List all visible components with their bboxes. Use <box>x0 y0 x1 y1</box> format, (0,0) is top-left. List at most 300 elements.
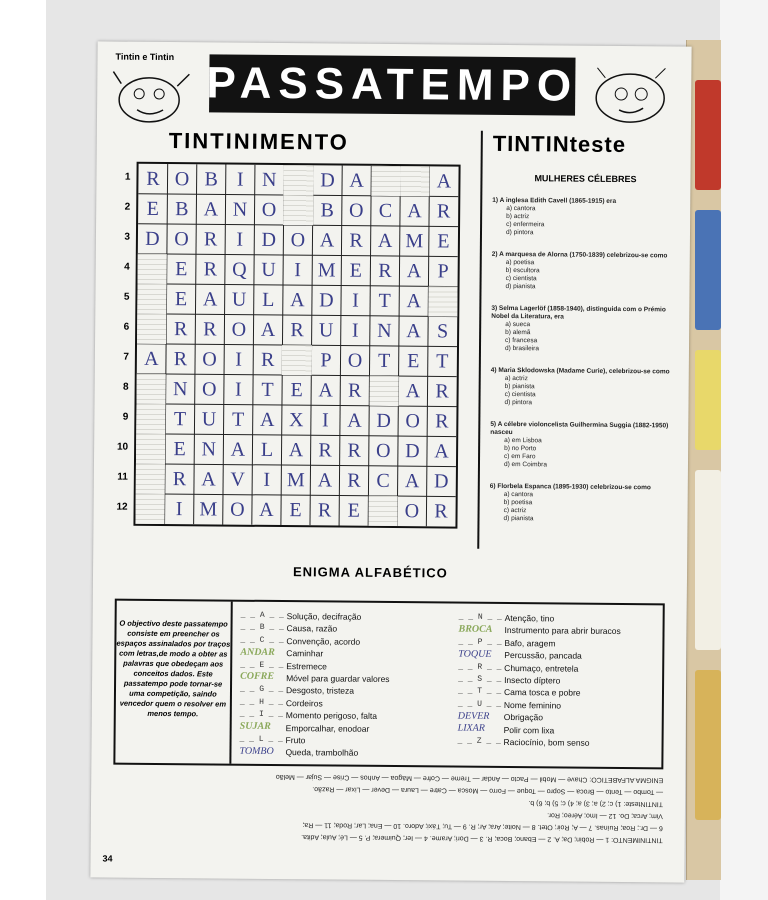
clue-text: Raciocínio, bom senso <box>503 736 590 748</box>
clue-cell <box>284 195 313 225</box>
clue-text: Polir com lixa <box>503 724 555 735</box>
clue-text: Momento perigoso, falta <box>285 710 378 722</box>
letter-cell <box>194 404 223 434</box>
handwritten-letter: D <box>405 440 420 463</box>
letter-cell <box>138 224 167 254</box>
handwritten-letter: T <box>173 408 187 431</box>
letter-cell <box>370 256 399 286</box>
handwritten-letter: E <box>290 379 303 402</box>
color-strip <box>695 470 721 650</box>
letter-cell <box>281 465 310 495</box>
handwritten-letter: T <box>231 408 245 431</box>
handwritten-letter: A <box>434 440 449 463</box>
clue-text: Obrigação <box>503 712 544 723</box>
letter-cell <box>311 375 340 405</box>
question-text: 6) Florbela Espanca (1895-1930) celebrizou-se como <box>489 482 651 492</box>
handwritten-letter: A <box>319 229 335 252</box>
letter-cell <box>282 405 311 435</box>
answer-option: c) em Faro <box>504 452 536 461</box>
handwritten-letter: I <box>236 228 244 251</box>
letter-cell <box>196 224 225 254</box>
letter-cell <box>313 165 342 195</box>
letter-cell <box>254 255 283 285</box>
quiz-questions <box>489 197 680 539</box>
letter-cell <box>224 375 253 405</box>
handwritten-letter: O <box>349 199 364 222</box>
enigma-title: ENIGMA ALFABÉTICO <box>292 564 448 581</box>
handwritten-letter: R <box>203 228 218 251</box>
answer-slot <box>240 721 286 735</box>
letter-cell <box>167 164 196 194</box>
clue-text: Percussão, pancada <box>504 650 582 661</box>
letter-cell <box>342 166 371 196</box>
handwritten-letter: T <box>436 350 449 373</box>
handwritten-letter: U <box>261 258 276 281</box>
answer-slot <box>458 648 504 662</box>
letter-cell <box>165 404 194 434</box>
blank-slot: _ _ G _ _ <box>239 685 284 695</box>
answer-option: a) poetisa <box>505 258 535 267</box>
clue-cell <box>368 496 397 526</box>
answer-option: c) enfermeira <box>506 220 545 229</box>
letter-cell <box>194 494 223 524</box>
handwritten-letter: R <box>173 318 188 341</box>
handwritten-letter: N <box>201 438 217 461</box>
clue-text: Estremece <box>286 660 327 672</box>
handwritten-letter: I <box>175 498 183 521</box>
letter-cell <box>311 405 340 435</box>
letter-cell <box>397 496 426 526</box>
letter-cell <box>137 344 166 374</box>
letter-cell <box>369 436 398 466</box>
letter-cell <box>369 346 398 376</box>
clue-cell <box>400 166 429 196</box>
handwritten-letter: C <box>378 199 393 222</box>
background-left <box>0 0 46 900</box>
letter-cell <box>282 315 311 345</box>
handwritten-letter: M <box>286 469 305 492</box>
letter-cell <box>399 346 428 376</box>
letter-cell <box>398 406 427 436</box>
handwritten-letter: O <box>290 229 306 252</box>
answer-slot <box>458 623 504 637</box>
letter-cell <box>254 225 283 255</box>
answer-option: d) pintora <box>505 228 534 237</box>
letter-cell <box>226 165 255 195</box>
blank-slot: _ _ H _ _ <box>239 697 284 707</box>
letter-cell <box>399 316 428 346</box>
handwritten-letter: O <box>230 498 245 521</box>
handwritten-answer: BROCA <box>458 623 493 635</box>
letter-cell <box>138 194 167 224</box>
blank-slot: _ _ U _ _ <box>457 699 502 709</box>
answer-option: a) cantora <box>506 204 536 213</box>
handwritten-letter: A <box>377 229 393 253</box>
row-number: 8 <box>123 381 129 393</box>
row-number: 12 <box>116 501 128 513</box>
clue-text: Instrumento para abrir buracos <box>504 625 621 637</box>
answer-option: b) no Porto <box>504 444 537 453</box>
letter-cell <box>255 165 284 195</box>
cartoon-illustration-left <box>107 64 198 135</box>
answer-option: a) em Lisboa <box>504 436 542 445</box>
handwritten-letter: R <box>317 499 332 522</box>
clue-text: Bafo, aragem <box>504 637 556 649</box>
answer-slot <box>240 646 286 660</box>
letter-cell <box>196 194 225 224</box>
letter-cell <box>252 435 281 465</box>
row-number: 7 <box>123 351 129 363</box>
letter-cell <box>427 436 456 466</box>
letter-cell <box>427 376 456 406</box>
handwritten-letter: R <box>172 468 187 491</box>
handwritten-letter: R <box>435 410 449 433</box>
handwritten-letter: D <box>433 470 449 493</box>
enigma-box <box>113 599 664 770</box>
handwritten-letter: O <box>347 349 363 372</box>
answer-option: b) escultora <box>505 266 540 275</box>
letter-cell <box>339 496 368 526</box>
answer-option: b) pianista <box>504 382 535 391</box>
handwritten-letter: O <box>405 410 421 433</box>
letter-cell <box>224 315 253 345</box>
letter-cell <box>339 466 368 496</box>
letter-cell <box>195 344 224 374</box>
clue-text: Solução, decifração <box>286 611 362 622</box>
answer-option: c) actriz <box>503 506 527 515</box>
letter-cell <box>341 286 370 316</box>
row-number: 5 <box>123 291 130 303</box>
letter-cell <box>400 196 429 226</box>
handwritten-letter: I <box>321 409 329 432</box>
letter-cell <box>371 226 400 256</box>
clue-text: Queda, trambolhão <box>285 747 359 759</box>
letter-cell <box>138 164 167 194</box>
letter-cell <box>195 374 224 404</box>
clue-text: Nome feminino <box>503 699 562 711</box>
letter-cell <box>398 436 427 466</box>
letter-cell <box>283 285 312 315</box>
handwritten-letter: R <box>203 318 217 341</box>
letter-cell <box>399 286 428 316</box>
handwritten-letter: D <box>145 227 160 250</box>
letter-cell <box>253 375 282 405</box>
blank-slot: _ _ T _ _ <box>457 686 502 697</box>
handwritten-letter: B <box>175 198 189 221</box>
letter-cell <box>398 466 427 496</box>
answers-upside-down <box>113 772 664 857</box>
handwritten-letter: X <box>289 409 304 432</box>
blank-slot: _ _ S _ _ <box>458 674 502 684</box>
handwritten-letter: U <box>318 319 334 342</box>
answer-line: Vim; Arca; Do. 12 — Imo; Aéreo; Ror. <box>547 811 663 820</box>
handwritten-letter: O <box>202 348 217 371</box>
letter-cell <box>427 466 456 496</box>
handwritten-letter: I <box>234 378 242 401</box>
letter-cell <box>370 286 399 316</box>
letter-cell <box>254 195 283 225</box>
handwritten-letter: M <box>317 259 336 282</box>
handwritten-letter: O <box>174 168 190 191</box>
letter-cell <box>428 256 457 286</box>
blank-slot: _ _ Z _ _ <box>457 736 501 746</box>
letter-cell <box>341 226 370 256</box>
question-text: 2) A marquesa de Alorna (1750-1839) celebrizou-se como <box>491 250 668 260</box>
letter-cell <box>369 406 398 436</box>
letter-cell <box>400 226 429 256</box>
clue-text: Caminhar <box>286 648 324 659</box>
handwritten-letter: U <box>231 288 247 311</box>
enigma-left-column <box>239 610 450 761</box>
clue-cell <box>284 165 313 195</box>
letter-cell <box>223 465 252 495</box>
brand-logo: Tintin e Tintin <box>115 51 175 63</box>
letter-cell <box>166 344 195 374</box>
handwritten-letter: R <box>146 167 160 190</box>
handwritten-answer: COFRE <box>240 671 275 683</box>
handwritten-letter: I <box>294 259 302 282</box>
letter-cell <box>253 345 282 375</box>
handwritten-letter: I <box>351 319 359 342</box>
letter-cell <box>224 345 253 375</box>
handwritten-answer: TOQUE <box>458 648 492 660</box>
handwritten-letter: I <box>235 348 243 371</box>
clue-text: Móvel para guardar valores <box>286 673 390 684</box>
handwritten-letter: M <box>405 230 424 253</box>
clue-cell <box>136 464 165 494</box>
blank-slot: _ _ N _ _ <box>458 612 502 622</box>
row-number: 1 <box>124 171 131 183</box>
blank-slot: _ _ A _ _ <box>240 610 284 621</box>
handwritten-letter: E <box>349 259 363 282</box>
handwritten-letter: R <box>203 258 218 281</box>
answer-option: a) cantora <box>503 490 534 499</box>
handwritten-letter: L <box>262 288 275 311</box>
enigma-item <box>239 746 449 760</box>
magazine-page <box>90 41 691 882</box>
handwritten-letter: E <box>146 197 159 220</box>
letter-cell <box>428 346 457 376</box>
handwritten-letter: R <box>261 348 275 371</box>
letter-cell <box>429 226 458 256</box>
letter-cell <box>428 316 457 346</box>
clue-cell <box>137 314 166 344</box>
clue-cell <box>282 345 311 375</box>
letter-cell <box>312 315 341 345</box>
handwritten-letter: A <box>406 290 422 313</box>
color-strip <box>695 670 721 820</box>
handwritten-letter: U <box>201 408 217 431</box>
answer-line: ENIGMA ALFABÉTICO: Chave — Mobil — Pacto — Andar — Treme — Cofre — Mágoa — Anhos — Crise — Sujar — Melão <box>275 773 664 784</box>
clue-text: Cama tosca e pobre <box>503 687 581 699</box>
clue-cell <box>138 254 167 284</box>
handwritten-letter: D <box>320 169 335 192</box>
handwritten-letter: T <box>378 289 391 312</box>
handwritten-letter: R <box>436 200 451 223</box>
blank-slot: _ _ E _ _ <box>240 660 284 670</box>
letter-cell <box>312 255 341 285</box>
letter-cell <box>311 345 340 375</box>
letter-cell <box>225 225 254 255</box>
handwritten-letter: A <box>203 198 219 221</box>
handwritten-letter: I <box>236 168 244 191</box>
handwritten-letter: A <box>404 470 420 493</box>
answer-slot <box>239 745 285 759</box>
quiz-question <box>491 251 679 293</box>
crossword-title: TINTINIMENTO <box>168 128 349 155</box>
letter-cell <box>398 376 427 406</box>
handwritten-answer: DEVER <box>457 710 490 722</box>
enigma-item <box>458 735 658 749</box>
page-title: PASSATEMPO <box>209 54 575 115</box>
blank-slot: _ _ L _ _ <box>239 734 283 744</box>
answer-option: d) em Coimbra <box>503 460 547 469</box>
row-number: 10 <box>116 441 129 453</box>
question-text: 1) A inglesa Edith Cavell (1865-1915) era <box>492 196 617 205</box>
handwritten-letter: P <box>320 349 332 372</box>
quiz-question <box>490 367 678 409</box>
handwritten-letter: L <box>260 438 274 461</box>
clue-text: Emporcalhar, enodoar <box>285 722 370 734</box>
column-divider <box>477 131 483 549</box>
clue-cell <box>371 166 400 196</box>
handwritten-letter: O <box>261 198 277 221</box>
letter-cell <box>253 405 282 435</box>
handwritten-letter: A <box>406 320 421 343</box>
handwritten-letter: Q <box>232 258 247 281</box>
handwritten-letter: A <box>407 200 422 223</box>
handwritten-letter: N <box>232 198 248 221</box>
handwritten-answer: SUJAR <box>239 720 271 732</box>
letter-cell <box>195 284 224 314</box>
handwritten-letter: A <box>259 408 275 431</box>
clue-cell <box>136 374 165 404</box>
blank-slot: _ _ C _ _ <box>240 635 284 645</box>
handwritten-letter: N <box>377 319 392 342</box>
handwritten-letter: A <box>202 288 218 311</box>
answer-option: d) pianista <box>503 514 534 523</box>
letter-cell <box>340 376 369 406</box>
letter-cell <box>281 495 310 525</box>
letter-cell <box>165 494 194 524</box>
letter-cell <box>283 225 312 255</box>
letter-cell <box>340 346 369 376</box>
handwritten-letter: R <box>347 469 361 492</box>
letter-cell <box>167 194 196 224</box>
letter-cell <box>283 255 312 285</box>
letter-cell <box>253 315 282 345</box>
row-number: 4 <box>124 261 130 273</box>
letter-cell <box>196 254 225 284</box>
handwritten-letter: A <box>230 438 246 461</box>
row-number: 9 <box>122 411 129 423</box>
handwritten-letter: A <box>349 169 364 192</box>
handwritten-letter: O <box>231 318 247 341</box>
handwritten-letter: S <box>436 320 449 343</box>
handwritten-letter: I <box>352 289 359 312</box>
letter-cell <box>254 285 283 315</box>
letter-cell <box>310 435 339 465</box>
blank-slot: _ _ P _ _ <box>458 637 502 647</box>
color-strip <box>695 80 721 190</box>
handwritten-letter: A <box>288 439 304 462</box>
letter-cell <box>313 195 342 225</box>
enigma-instructions: O objectivo deste passatempo consiste em preencher os espaços assinalados por traços com letras,de modo a obter as palavras que obedeçam aos conceitos dados. Este passatempo pode tornar-se uma competição, saindo vencedor quem o resolver em menos tempo. <box>115 601 232 764</box>
letter-cell <box>342 196 371 226</box>
answer-option: a) sueca <box>505 320 531 329</box>
letter-cell <box>225 285 254 315</box>
letter-cell <box>370 316 399 346</box>
answer-option: c) cientista <box>505 274 537 283</box>
handwritten-letter: R <box>349 229 363 252</box>
letter-cell <box>167 254 196 284</box>
handwritten-letter: R <box>434 500 448 523</box>
letter-cell <box>341 316 370 346</box>
letter-cell <box>371 196 400 226</box>
handwritten-letter: A <box>290 289 305 312</box>
handwritten-letter: P <box>437 260 449 283</box>
handwritten-letter: B <box>320 199 335 222</box>
handwritten-letter: E <box>174 288 188 311</box>
letter-cell <box>429 196 458 226</box>
quiz-question <box>491 305 679 355</box>
blank-slot: _ _ R _ _ <box>458 662 502 672</box>
quiz-question <box>489 483 677 525</box>
handwritten-letter: R <box>290 319 304 342</box>
handwritten-letter: C <box>376 469 390 492</box>
handwritten-letter: O <box>201 378 217 401</box>
handwritten-letter: R <box>435 380 449 403</box>
answer-option: c) francesa <box>505 336 538 345</box>
letter-cell <box>166 314 195 344</box>
letter-cell <box>252 465 281 495</box>
letter-cell <box>223 435 252 465</box>
clue-text: Cordeiros <box>285 697 323 709</box>
handwritten-letter: M <box>199 498 218 521</box>
handwritten-letter: R <box>173 348 188 371</box>
letter-cell <box>166 374 195 404</box>
letter-cell <box>312 285 341 315</box>
handwritten-letter: R <box>378 259 392 282</box>
letter-cell <box>340 436 369 466</box>
color-strip <box>695 210 721 330</box>
clue-text: Fruto <box>285 734 306 746</box>
handwritten-letter: A <box>259 498 274 521</box>
letter-cell <box>399 256 428 286</box>
handwritten-letter: A <box>347 409 362 432</box>
answer-option: c) cientista <box>504 390 536 399</box>
row-number: 6 <box>123 321 130 333</box>
clue-text: Convenção, acordo <box>286 635 361 647</box>
handwritten-letter: V <box>230 468 245 491</box>
letter-cell <box>368 466 397 496</box>
handwritten-letter: N <box>172 378 188 401</box>
clue-text: Insecto díptero <box>504 674 561 686</box>
letter-cell <box>282 375 311 405</box>
letter-cell <box>223 405 252 435</box>
letter-cell <box>281 435 310 465</box>
clue-text: Desgosto, tristeza <box>285 685 355 697</box>
clue-text: Causa, razão <box>286 623 338 634</box>
handwritten-letter: O <box>404 500 420 523</box>
answer-option: d) pintora <box>504 398 533 407</box>
handwritten-letter: E <box>347 499 360 522</box>
answer-line: — Tombo — Tento — Broca — Sopro — Toque — Forro — Mosca — Catre — Laura — Dever — Lixar — Razão. <box>312 785 664 796</box>
question-text: 5) A célebre violoncelista Guilhermina Suggia (1882-1950) nasceu <box>490 420 669 437</box>
answer-option: b) poetisa <box>503 498 533 507</box>
letter-cell <box>197 164 226 194</box>
handwritten-answer: LIXAR <box>457 722 485 734</box>
